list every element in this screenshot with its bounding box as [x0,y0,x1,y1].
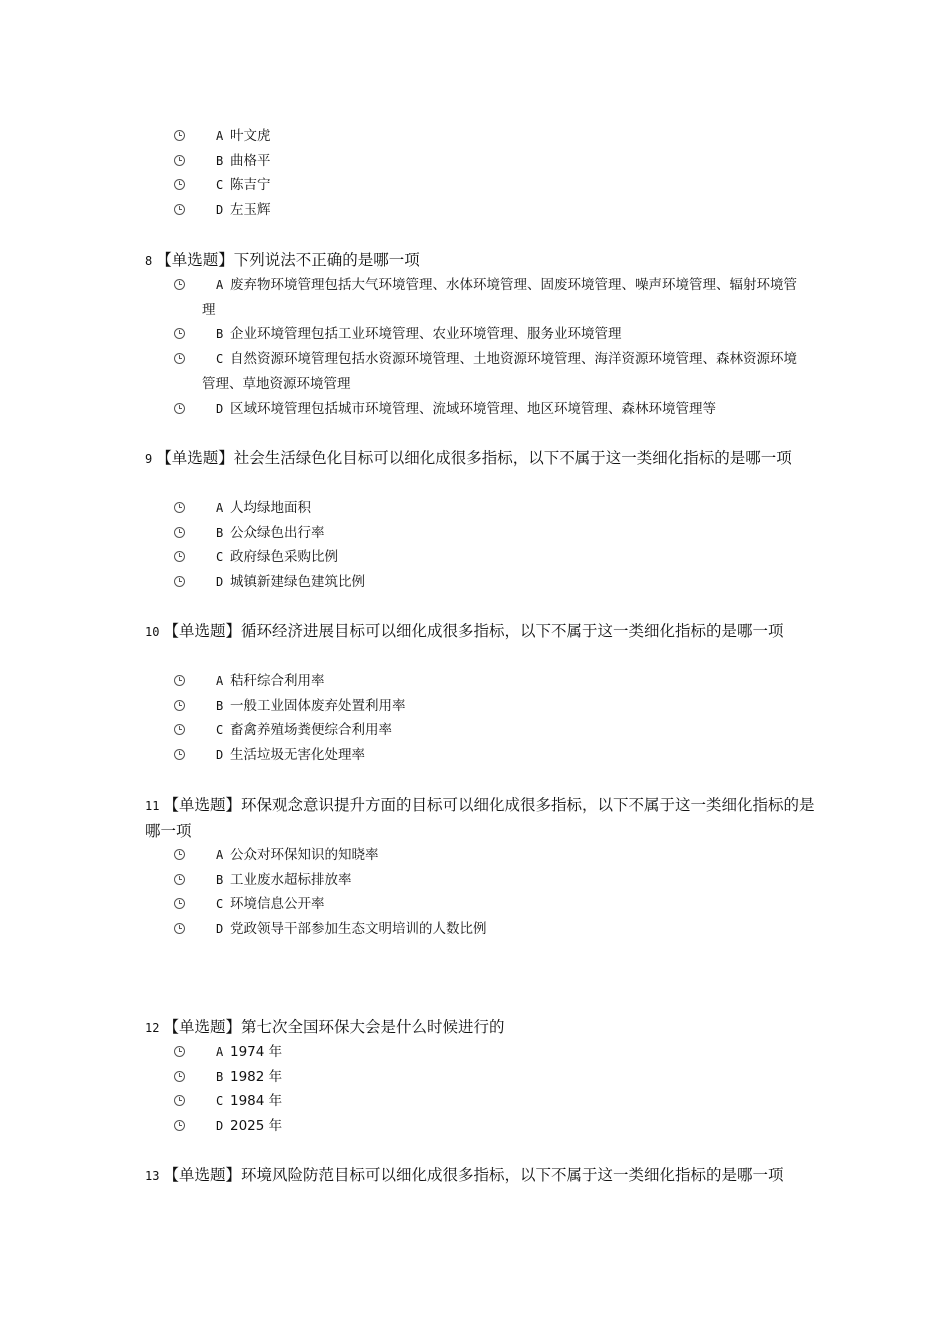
question-text: 第七次全国环保大会是什么时候进行的 [240,1018,505,1036]
option-a[interactable]: A 秸秆综合利用率 [0,669,950,694]
option-c[interactable]: C 自然资源环境管理包括水资源环境管理、土地资源环境管理、海洋资源环境管理、森林资源环境管理、草地资源环境管理 [0,347,950,396]
option-b[interactable]: B 企业环境管理包括工业环境管理、农业环境管理、服务业环境管理 [0,322,950,347]
question-type: 【单选题】 [163,1018,241,1036]
question-text: 循环经济进展目标可以细化成很多指标，以下不属于这一类细化指标的是哪一项 [240,622,784,640]
radio-button-icon[interactable] [174,576,185,587]
radio-button-icon[interactable] [174,849,185,860]
question-7-options [0,124,950,223]
question-12-stem: 12 【单选题】第七次全国环保大会是什么时候进行的 [145,1018,505,1036]
question-13-stem: 13 【单选题】环境风险防范目标可以细化成很多指标，以下不属于这一类细化指标的是哪一项 [145,1166,784,1184]
question-11-stem: 11 【单选题】环保观念意识提升方面的目标可以细化成很多指标，以下不属于这一类细化指标的是哪一项 [145,796,815,840]
radio-button-icon[interactable] [174,155,185,166]
radio-button-icon[interactable] [174,403,185,414]
option-a[interactable]: A 公众对环保知识的知晓率 [0,843,950,868]
option-b[interactable]: B 工业废水超标排放率 [0,868,950,893]
option-a[interactable]: A 叶文虎 [0,124,950,149]
question-11-options [0,843,950,942]
question-8-options [0,273,950,421]
radio-button-icon[interactable] [174,179,185,190]
question-9-options [0,496,950,595]
radio-button-icon[interactable] [174,675,185,686]
question-type: 【单选题】 [163,796,241,814]
question-text: 环保观念意识提升方面的目标可以细化成很多指标，以下不属于这一类细化指标的是哪一项 [145,796,815,840]
radio-button-icon[interactable] [174,1046,185,1057]
option-a[interactable]: A 废弃物环境管理包括大气环境管理、水体环境管理、固废环境管理、噪声环境管理、辐射环境管理 [0,273,950,322]
radio-button-icon[interactable] [174,874,185,885]
radio-button-icon[interactable] [174,749,185,760]
question-text: 环境风险防范目标可以细化成很多指标，以下不属于这一类细化指标的是哪一项 [240,1166,784,1184]
option-d[interactable]: D 区域环境管理包括城市环境管理、流域环境管理、地区环境管理、森林环境管理等 [0,397,950,422]
option-c[interactable]: C 陈吉宁 [0,173,950,198]
option-c[interactable]: C 环境信息公开率 [0,892,950,917]
option-b[interactable]: B 公众绿色出行率 [0,521,950,546]
question-type: 【单选题】 [163,1166,241,1184]
option-c[interactable]: C 1984 年 [0,1089,950,1114]
radio-button-icon[interactable] [174,1120,185,1131]
question-text: 社会生活绿色化目标可以细化成很多指标，以下不属于这一类细化指标的是哪一项 [233,449,792,467]
question-8-stem: 8 【单选题】下列说法不正确的是哪一项 [145,251,420,269]
option-a[interactable]: A 人均绿地面积 [0,496,950,521]
radio-button-icon[interactable] [174,328,185,339]
radio-button-icon[interactable] [174,353,185,364]
radio-button-icon[interactable] [174,502,185,513]
option-c[interactable]: C 政府绿色采购比例 [0,545,950,570]
option-d[interactable]: D 生活垃圾无害化处理率 [0,743,950,768]
option-d[interactable]: D 左玉辉 [0,198,950,223]
question-9-stem: 9 【单选题】社会生活绿色化目标可以细化成很多指标，以下不属于这一类细化指标的是哪一项 [145,449,792,467]
radio-button-icon[interactable] [174,700,185,711]
radio-button-icon[interactable] [174,130,185,141]
radio-button-icon[interactable] [174,1095,185,1106]
option-d[interactable]: D 党政领导干部参加生态文明培训的人数比例 [0,917,950,942]
radio-button-icon[interactable] [174,204,185,215]
radio-button-icon[interactable] [174,279,185,290]
question-10-stem: 10 【单选题】循环经济进展目标可以细化成很多指标，以下不属于这一类细化指标的是哪一项 [145,622,784,640]
option-a[interactable]: A 1974 年 [0,1040,950,1065]
question-type: 【单选题】 [156,251,234,269]
option-c[interactable]: C 畜禽养殖场粪便综合利用率 [0,718,950,743]
question-text: 下列说法不正确的是哪一项 [233,251,420,269]
question-type: 【单选题】 [163,622,241,640]
radio-button-icon[interactable] [174,551,185,562]
question-12-options [0,1040,950,1139]
radio-button-icon[interactable] [174,898,185,909]
option-b[interactable]: B 一般工业固体废弃处置利用率 [0,694,950,719]
option-d[interactable]: D 2025 年 [0,1114,950,1139]
option-b[interactable]: B 曲格平 [0,149,950,174]
question-10-options [0,669,950,768]
option-d[interactable]: D 城镇新建绿色建筑比例 [0,570,950,595]
radio-button-icon[interactable] [174,527,185,538]
option-b[interactable]: B 1982 年 [0,1065,950,1090]
radio-button-icon[interactable] [174,923,185,934]
radio-button-icon[interactable] [174,724,185,735]
radio-button-icon[interactable] [174,1071,185,1082]
question-type: 【单选题】 [156,449,234,467]
